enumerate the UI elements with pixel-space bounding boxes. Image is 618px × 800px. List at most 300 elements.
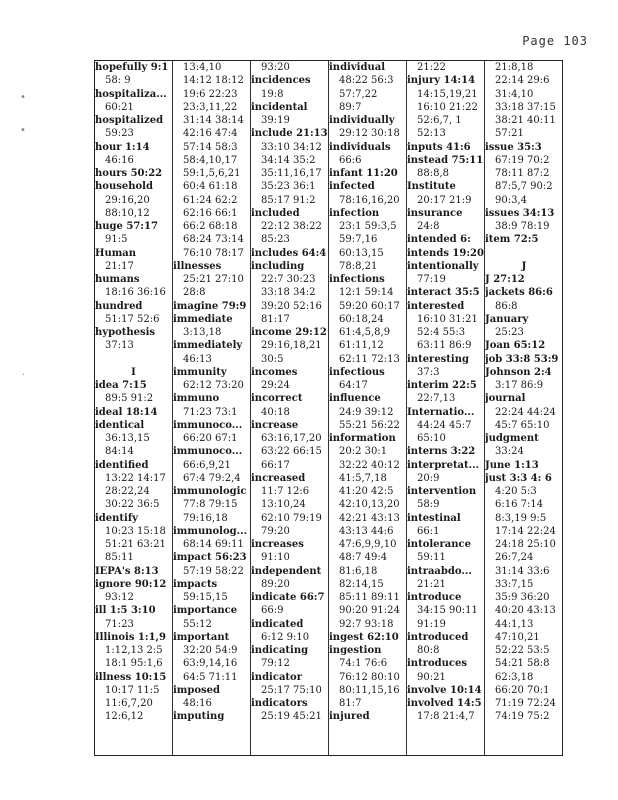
index-term: hospitalized xyxy=(95,115,164,126)
page-reference: 44:24 45:7 xyxy=(417,419,472,431)
page-reference: 25:21 27:10 xyxy=(183,274,244,285)
page-reference: 17:8 21:4,7 xyxy=(417,711,475,723)
page-reference: 47:6,9,9,10 xyxy=(339,539,397,550)
index-term: inputs 41:6 xyxy=(407,141,471,153)
page-reference: 67:19 70:2 xyxy=(495,154,550,166)
index-term: infant 11:20 xyxy=(329,168,398,179)
page-reference: 29:12 30:18 xyxy=(339,128,400,140)
index-term: intolerance xyxy=(407,539,471,550)
page-reference: 89:20 xyxy=(261,578,290,590)
page-reference: 20:2 30:1 xyxy=(339,446,388,458)
index-term: increases xyxy=(251,539,304,550)
index-term: identified xyxy=(95,459,149,471)
page-reference: 24:9 39:12 xyxy=(339,406,394,418)
page-reference: 26:7,24 xyxy=(495,552,534,564)
index-term: identical xyxy=(95,419,145,431)
index-term: ill 1:5 3:10 xyxy=(95,605,156,617)
page-reference: 35:11,16,17 xyxy=(261,168,322,179)
page-reference: 66:9 xyxy=(261,605,284,617)
page-reference: 22:24 44:24 xyxy=(495,406,556,418)
page-reference: 31:14 33:6 xyxy=(495,565,550,577)
page-reference: 62:3,18 xyxy=(495,671,534,683)
index-term: imposed xyxy=(173,684,221,696)
page-reference: 40:18 xyxy=(261,406,290,418)
page-reference: 33:7,15 xyxy=(495,578,534,590)
page-reference: 38:21 40:11 xyxy=(495,115,556,126)
page-reference: 85:11 xyxy=(105,552,134,564)
page-reference: 21:22 xyxy=(417,62,446,73)
page-reference: 23:1 59:3,5 xyxy=(339,221,397,232)
page-reference: 59:1,5,6,21 xyxy=(183,168,241,179)
page-reference: 59:15,15 xyxy=(183,592,228,603)
page-reference: 39:19 xyxy=(261,115,290,126)
page-reference: 48:22 56:3 xyxy=(339,75,394,87)
margin-mark: · xyxy=(22,370,26,381)
index-term: hospitaliza... xyxy=(95,88,167,100)
spacer xyxy=(95,353,172,366)
page-number: Page 103 xyxy=(522,34,588,48)
page-reference: 88:10,12 xyxy=(105,207,150,219)
index-term: hundred xyxy=(95,300,143,312)
page-reference: 14:15,19,21 xyxy=(417,88,478,100)
index-term: intervention xyxy=(407,486,477,497)
page-reference: 57:14 58:3 xyxy=(183,141,238,153)
index-term: injured xyxy=(329,711,370,723)
page-reference: 34:14 35:2 xyxy=(261,154,316,166)
page-reference: 35:9 36:20 xyxy=(495,592,550,603)
index-term: includes 64:4 xyxy=(251,247,327,259)
page-reference: 18:1 95:1,6 xyxy=(105,658,163,670)
page-reference: 67:4 79:2,4 xyxy=(183,472,241,484)
index-term: illnesses xyxy=(173,260,222,272)
page-reference: 68:14 69:11 xyxy=(183,539,244,550)
page-reference: 34:15 90:11 xyxy=(417,605,478,617)
page-reference: 22:7 30:23 xyxy=(261,274,316,285)
page-reference: 68:24 73:14 xyxy=(183,234,244,246)
page-reference: 64:5 71:11 xyxy=(183,671,238,683)
index-term: illness 10:15 xyxy=(95,671,167,683)
index-term: involve 10:14 xyxy=(407,684,482,696)
page-reference: 21:17 xyxy=(105,260,134,272)
page-reference: 20:9 xyxy=(417,472,440,484)
index-term: ingest 62:10 xyxy=(329,631,399,643)
index-term: immunolog... xyxy=(173,525,248,537)
page-reference: 28:8 xyxy=(183,287,206,299)
page-reference: 47:10,21 xyxy=(495,631,540,643)
page-reference: 86:8 xyxy=(495,300,518,312)
page-reference: 63:11 86:9 xyxy=(417,340,472,352)
index-term: increase xyxy=(251,419,299,431)
index-term: introduce xyxy=(407,592,462,603)
page-reference: 24:18 25:10 xyxy=(495,539,556,550)
index-term: item 72:5 xyxy=(485,234,539,246)
page-reference: 60:13,15 xyxy=(339,247,384,259)
page-reference: 13:4,10 xyxy=(183,62,222,73)
page-reference: 78:11 87:2 xyxy=(495,168,550,179)
index-term: infections xyxy=(329,274,385,285)
page-reference: 61:11,12 xyxy=(339,340,384,352)
index-term: include 21:13 xyxy=(251,128,328,140)
index-term: indicated xyxy=(251,618,304,630)
spacer xyxy=(485,247,563,260)
page-reference: 63:16,17,20 xyxy=(261,433,322,444)
index-term: imputing xyxy=(173,711,225,723)
page-reference: 16:10 31:21 xyxy=(417,313,478,325)
page-reference: 29:16,18,21 xyxy=(261,340,322,352)
index-term: household xyxy=(95,181,153,193)
page-reference: 22:7,13 xyxy=(417,393,456,405)
page-reference: 60:4 61:18 xyxy=(183,181,238,193)
index-term: impact 56:23 xyxy=(173,552,247,564)
page-reference: 42:10,13,20 xyxy=(339,499,400,511)
page-reference: 57:19 58:22 xyxy=(183,565,244,577)
index-term: including xyxy=(251,260,305,272)
page-reference: 74:19 75:2 xyxy=(495,711,550,723)
index-term: Johnson 2:4 xyxy=(485,366,552,378)
index-term: incidences xyxy=(251,75,311,87)
page-reference: 82:14,15 xyxy=(339,578,384,590)
page-reference: 30:5 xyxy=(261,353,284,365)
page-reference: 29:24 xyxy=(261,380,290,391)
index-term: issue 35:3 xyxy=(485,141,542,153)
page-reference: 63:9,14,16 xyxy=(183,658,238,670)
page-reference: 11:7 12:6 xyxy=(261,486,310,497)
index-term: hours 50:22 xyxy=(95,168,163,179)
page-reference: 12:6,12 xyxy=(105,711,144,723)
page-reference: 32:22 40:12 xyxy=(339,459,400,471)
section-letter: I xyxy=(131,366,136,378)
page-reference: 14:12 18:12 xyxy=(183,75,244,87)
index-term: intentionally xyxy=(407,260,479,272)
page-reference: 23:3,11,22 xyxy=(183,101,238,113)
index-term: involved 14:5 xyxy=(407,698,482,709)
page-reference: 21:21 xyxy=(417,578,446,590)
page-reference: 62:10 79:19 xyxy=(261,512,322,524)
page-reference: 31:4,10 xyxy=(495,88,534,100)
page-reference: 85:23 xyxy=(261,234,290,246)
page-reference: 43:13 44:6 xyxy=(339,525,394,537)
index-term: huge 57:17 xyxy=(95,221,158,232)
margin-mark: • xyxy=(20,92,26,103)
page-reference: 22:12 38:22 xyxy=(261,221,322,232)
page-reference: 3:13,18 xyxy=(183,327,222,338)
page-reference: 32:20 54:9 xyxy=(183,645,238,656)
index-term: hopefully 9:1 xyxy=(95,62,169,73)
page-reference: 11:6,7,20 xyxy=(105,698,153,709)
index-column xyxy=(484,61,563,755)
page-reference: 61:24 62:2 xyxy=(183,194,238,206)
index-term: immunoco... xyxy=(173,419,243,431)
index-column xyxy=(250,61,329,755)
page-reference: 60:18,24 xyxy=(339,313,384,325)
index-term: imagine 79:9 xyxy=(173,300,247,312)
page-reference: 33:18 34:2 xyxy=(261,287,316,299)
page-reference: 18:16 36:16 xyxy=(105,287,166,299)
page-reference: 13:10,24 xyxy=(261,499,306,511)
index-term: introduces xyxy=(407,658,467,670)
index-term: incomes xyxy=(251,366,298,378)
index-term: Joan 65:12 xyxy=(485,340,546,352)
page-reference: 66:6,9,21 xyxy=(183,459,231,471)
index-term: importance xyxy=(173,605,238,617)
index-term: infection xyxy=(329,207,380,219)
page-reference: 45:7 65:10 xyxy=(495,419,550,431)
page-reference: 61:4,5,8,9 xyxy=(339,327,391,338)
index-term: ideal 18:14 xyxy=(95,406,158,418)
index-term: interim 22:5 xyxy=(407,380,477,391)
page-reference: 87:5,7 90:2 xyxy=(495,181,553,193)
index-term: issues 34:13 xyxy=(485,207,555,219)
page-reference: 60:21 xyxy=(105,101,134,113)
page-reference: 78:8,21 xyxy=(339,260,378,272)
page-reference: 76:12 80:10 xyxy=(339,671,400,683)
page-reference: 59:20 60:17 xyxy=(339,300,400,312)
page-reference: 20:17 21:9 xyxy=(417,194,472,206)
page-reference: 48:16 xyxy=(183,698,212,709)
page-reference: 39:20 52:16 xyxy=(261,300,322,312)
index-term: J 27:12 xyxy=(485,274,525,285)
index-term: indicating xyxy=(251,645,309,656)
page-reference: 85:11 89:11 xyxy=(339,592,400,603)
index-term: individual xyxy=(329,62,386,73)
index-term: interpretat... xyxy=(407,459,480,471)
margin-mark: • xyxy=(20,125,26,136)
page-reference: 77:19 xyxy=(417,274,446,285)
page-reference: 46:16 xyxy=(105,154,134,166)
index-term: Human xyxy=(95,247,137,259)
page-reference: 77:8 79:15 xyxy=(183,499,238,511)
page-reference: 80:11,15,16 xyxy=(339,684,400,696)
index-term: idea 7:15 xyxy=(95,380,147,391)
page-reference: 74:1 76:6 xyxy=(339,658,388,670)
page-reference: 17:14 22:24 xyxy=(495,525,556,537)
index-term: Institute xyxy=(407,181,456,193)
index-term: interact 35:5 xyxy=(407,287,480,299)
page-reference: 62:16 66:1 xyxy=(183,207,238,219)
page-reference: 52:6,7, 1 xyxy=(417,115,462,126)
page-reference: 62:12 73:20 xyxy=(183,380,244,391)
page-reference: 51:21 63:21 xyxy=(105,539,166,550)
index-term: January xyxy=(485,313,529,325)
page-reference: 90:3,4 xyxy=(495,194,527,206)
index-term: incorrect xyxy=(251,393,303,405)
page-reference: 37:3 xyxy=(417,366,440,378)
page-reference: 62:11 72:13 xyxy=(339,353,400,365)
index-term: Internatio... xyxy=(407,406,475,418)
page-reference: 30:22 36:5 xyxy=(105,499,160,511)
page-reference: 66:6 xyxy=(339,154,362,166)
page-reference: 33:24 xyxy=(495,446,524,458)
index-term: infectious xyxy=(329,366,385,378)
page-reference: 10:23 15:18 xyxy=(105,525,166,537)
page-reference: 19:6 22:23 xyxy=(183,88,238,100)
page-reference: 80:8 xyxy=(417,645,440,656)
page-reference: 6:16 7:14 xyxy=(495,499,544,511)
index-term: infected xyxy=(329,181,375,193)
page-reference: 59:11 xyxy=(417,552,446,564)
index-term: information xyxy=(329,433,396,444)
page-reference: 55:12 xyxy=(183,618,212,630)
page-reference: 35:23 36:1 xyxy=(261,181,316,193)
page-reference: 6:12 9:10 xyxy=(261,631,310,643)
page-reference: 24:8 xyxy=(417,221,440,232)
page-reference: 57:7,22 xyxy=(339,88,378,100)
index-term: instead 75:11 xyxy=(407,154,484,166)
page-reference: 90:21 xyxy=(417,671,446,683)
index-table xyxy=(94,60,563,756)
page-reference: 41:20 42:5 xyxy=(339,486,394,497)
page-reference: 51:17 52:6 xyxy=(105,313,160,325)
index-term: ignore 90:12 xyxy=(95,578,167,590)
page-reference: 88:8,8 xyxy=(417,168,449,179)
index-term: just 3:3 4: 6 xyxy=(485,472,552,484)
page-reference: 66:1 xyxy=(417,525,440,537)
page-reference: 37:13 xyxy=(105,340,134,352)
index-term: intended 6: xyxy=(407,234,471,246)
page-reference: 63:22 66:15 xyxy=(261,446,322,458)
index-term: immuno xyxy=(173,393,220,405)
index-term: individuals xyxy=(329,141,391,153)
page-reference: 1:12,13 2:5 xyxy=(105,645,163,656)
index-term: hypothesis xyxy=(95,327,156,338)
index-term: influence xyxy=(329,393,381,405)
index-term: important xyxy=(173,631,230,643)
page-reference: 28:22,24 xyxy=(105,486,150,497)
page-reference: 92:7 93:18 xyxy=(339,618,394,630)
page-reference: 85:17 91:2 xyxy=(261,194,316,206)
index-term: intestinal xyxy=(407,512,461,524)
page-reference: 58:4,10,17 xyxy=(183,154,238,166)
index-term: individually xyxy=(329,115,395,126)
page-reference: 71:19 72:24 xyxy=(495,698,556,709)
page-reference: 71:23 73:1 xyxy=(183,406,238,418)
page-reference: 33:18 37:15 xyxy=(495,101,556,113)
index-column xyxy=(95,61,172,755)
index-term: immediate xyxy=(173,313,233,325)
page-reference: 65:10 xyxy=(417,433,446,444)
page-reference: 52:13 xyxy=(417,128,446,140)
page-reference: 81:6,18 xyxy=(339,565,378,577)
index-term: injury 14:14 xyxy=(407,75,476,87)
index-term: indicator xyxy=(251,671,302,683)
index-term: jackets 86:6 xyxy=(485,287,553,299)
page-reference: 66:20 67:1 xyxy=(183,433,238,444)
page-reference: 91:10 xyxy=(261,552,290,564)
page-reference: 10:17 11:5 xyxy=(105,684,160,696)
index-term: IEPA's 8:13 xyxy=(95,565,159,577)
page-reference: 91:19 xyxy=(417,618,446,630)
page-reference: 79:16,18 xyxy=(183,512,228,524)
page-reference: 90:20 91:24 xyxy=(339,605,400,617)
page-reference: 79:20 xyxy=(261,525,290,537)
page-reference: 71:23 xyxy=(105,618,134,630)
page-reference: 93:12 xyxy=(105,592,134,603)
page-reference: 81:7 xyxy=(339,698,362,709)
page-reference: 41:5,7,18 xyxy=(339,472,387,484)
page-reference: 89:5 91:2 xyxy=(105,393,154,405)
page-reference: 58:9 xyxy=(417,499,440,511)
page-reference: 38:9 78:19 xyxy=(495,221,550,232)
page-reference: 44:1,13 xyxy=(495,618,534,630)
index-term: intraabdo... xyxy=(407,565,472,577)
index-column xyxy=(328,61,407,755)
index-term: humans xyxy=(95,274,140,285)
page-reference: 79:12 xyxy=(261,658,290,670)
page-reference: 25:23 xyxy=(495,327,524,338)
index-term: insurance xyxy=(407,207,463,219)
index-term: June 1:13 xyxy=(485,459,539,471)
index-term: income 29:12 xyxy=(251,327,327,338)
index-term: identify xyxy=(95,512,138,524)
index-term: immunity xyxy=(173,366,227,378)
page-reference: 25:19 45:21 xyxy=(261,711,322,723)
index-term: job 33:8 53:9 xyxy=(485,353,559,365)
page-reference: 81:17 xyxy=(261,313,290,325)
index-term: Illinois 1:1,9 xyxy=(95,631,166,643)
page-reference: 54:21 58:8 xyxy=(495,658,550,670)
index-column xyxy=(406,61,485,755)
page-reference: 93:20 xyxy=(261,62,290,73)
index-term: interns 3:22 xyxy=(407,446,476,458)
page-reference: 22:14 29:6 xyxy=(495,75,550,87)
page-reference: 12:1 59:14 xyxy=(339,287,394,299)
index-term: increased xyxy=(251,472,306,484)
page-reference: 36:13,15 xyxy=(105,433,150,444)
index-term: interested xyxy=(407,300,465,312)
index-term: independent xyxy=(251,565,322,577)
index-term: ingestion xyxy=(329,645,382,656)
page-reference: 76:10 78:17 xyxy=(183,247,244,259)
index-term: incidental xyxy=(251,101,308,113)
index-term: immediately xyxy=(173,340,243,352)
index-term: interesting xyxy=(407,353,469,365)
page-reference: 8:3,19 9:5 xyxy=(495,512,547,524)
index-term: impacts xyxy=(173,578,218,590)
index-term: immunologic xyxy=(173,486,247,497)
section-letter: J xyxy=(521,260,527,272)
page-reference: 46:13 xyxy=(183,353,212,365)
page-reference: 25:17 75:10 xyxy=(261,684,322,696)
page-reference: 29:16,20 xyxy=(105,194,150,206)
page-reference: 31:14 38:14 xyxy=(183,115,244,126)
page-reference: 89:7 xyxy=(339,101,362,113)
index-term: introduced xyxy=(407,631,469,643)
page-reference: 48:7 49:4 xyxy=(339,552,388,564)
page-reference: 21:8,18 xyxy=(495,62,534,73)
page-reference: 66:20 70:1 xyxy=(495,684,550,696)
page-reference: 66:2 68:18 xyxy=(183,221,238,232)
page-reference: 52:4 55:3 xyxy=(417,327,466,338)
index-term: journal xyxy=(485,393,526,405)
page-reference: 52:22 53:5 xyxy=(495,645,550,656)
page-reference: 55:21 56:22 xyxy=(339,419,400,431)
page-reference: 42:16 47:4 xyxy=(183,128,238,140)
page-reference: 84:14 xyxy=(105,446,134,458)
page-reference: 59:23 xyxy=(105,128,134,140)
index-term: indicators xyxy=(251,698,308,709)
page-reference: 91:5 xyxy=(105,234,128,246)
index-term: intends 19:20 xyxy=(407,247,484,259)
page-reference: 64:17 xyxy=(339,380,368,391)
page-reference: 58: 9 xyxy=(105,75,131,87)
index-term: immunoco... xyxy=(173,446,243,458)
page-reference: 3:17 86:9 xyxy=(495,380,544,391)
page-reference: 59:7,16 xyxy=(339,234,378,246)
page-reference: 33:10 34:12 xyxy=(261,141,322,153)
page-reference: 40:20 43:13 xyxy=(495,605,556,617)
page-reference: 19:8 xyxy=(261,88,284,100)
index-term: indicate 66:7 xyxy=(251,592,325,603)
